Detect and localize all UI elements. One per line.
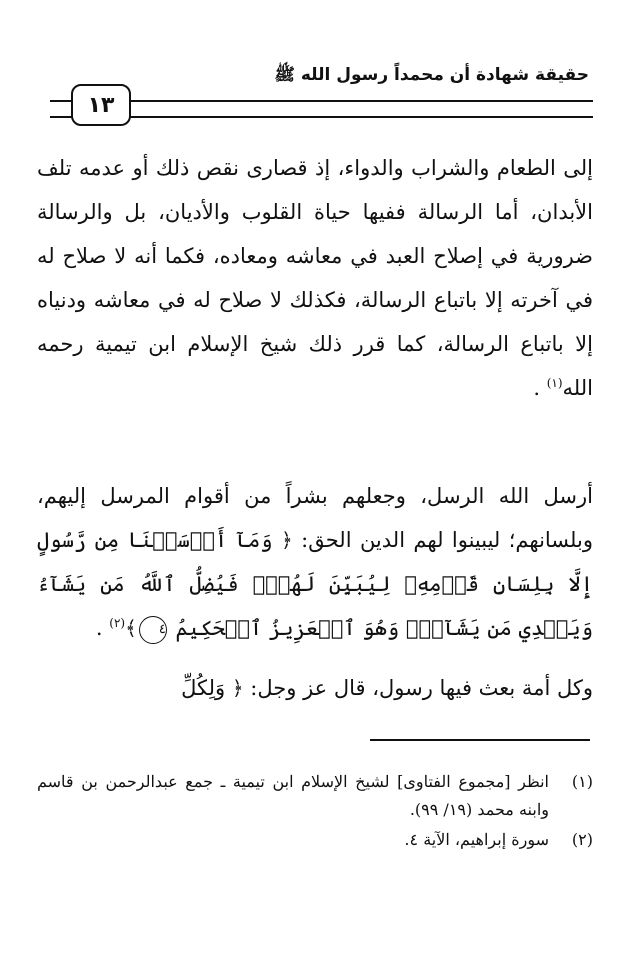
quran-close-bracket: ﴾ [125, 616, 137, 640]
paragraph-1-end: . [533, 376, 541, 400]
footnote-2 [37, 826, 593, 854]
footnotes [37, 768, 593, 856]
header-rule-bottom [50, 116, 593, 118]
footnote-ref-2: (٢) [109, 616, 126, 630]
quran-fragment: وَلِكُلِّ [181, 676, 226, 700]
quran-open-bracket-2: ﴿ [231, 676, 244, 700]
footnote-separator [370, 739, 590, 741]
footnote-1-number: (١) [571, 772, 593, 791]
header-rule-top [50, 100, 593, 102]
quran-verse: وَمَآ أَرۡسَلۡنَا مِن رَّسُولٍ إِلَّا بِلِسَانِ قَوۡمِهِۦ لِيُبَيِّنَ لَهُمۡۖ فَيُضِلُّ ٱللَّهُ مَن يَشَآءُ وَيَهۡدِي مَن يَشَآءُۚ وَهُوَ ٱلۡعَزِيزُ ٱلۡحَكِيمُ [37, 528, 593, 640]
running-header-title: حقيقة شهادة أن محمداً رسول الله ﷺ [274, 65, 589, 85]
paragraph-2-end: . [95, 616, 103, 640]
paragraph-3-text: وكل أمة بعث فيها رسول، قال عز وجل: [250, 676, 593, 700]
page-number: ١٣ [71, 84, 131, 126]
paragraph-2 [37, 474, 593, 650]
footnote-2-number: (٢) [571, 830, 593, 849]
footnote-1 [37, 768, 593, 824]
paragraph-3 [37, 666, 593, 710]
footnote-ref-1: (١) [546, 376, 563, 390]
footnote-1-text: انظر [مجموع الفتاوى] لشيخ الإسلام ابن تيمية ـ جمع عبدالرحمن بن قاسم وابنه محمد (١٩/ ٩٩). [37, 772, 549, 819]
quran-open-bracket: ﴿ [281, 528, 293, 552]
verse-number-marker: ٤ [139, 616, 167, 644]
paragraph-2-text: أرسل الله الرسل، وجعلهم بشراً من أقوام المرسل إليهم، وبلسانهم؛ ليبينوا لهم الدين الحق: [37, 484, 593, 552]
paragraph-1 [37, 146, 593, 410]
footnote-2-text: سورة إبراهيم، الآية ٤. [404, 830, 549, 849]
paragraph-1-text: إلى الطعام والشراب والدواء، إذ قصارى نقص ذلك أو عدمه تلف الأبدان، أما الرسالة ففيها حياة القلوب والأديان، بل والرسالة ضرورية في إصلاح العبد في معاشه ومعاده، فكما أنه لا صلاح له في آخرته إلا باتباع الرسالة، فكذلك لا صلاح له في معاشه ودنياه إلا باتباع الرسالة، كما قرر ذلك شيخ الإسلام ابن تيمية رحمه الله [37, 156, 593, 400]
